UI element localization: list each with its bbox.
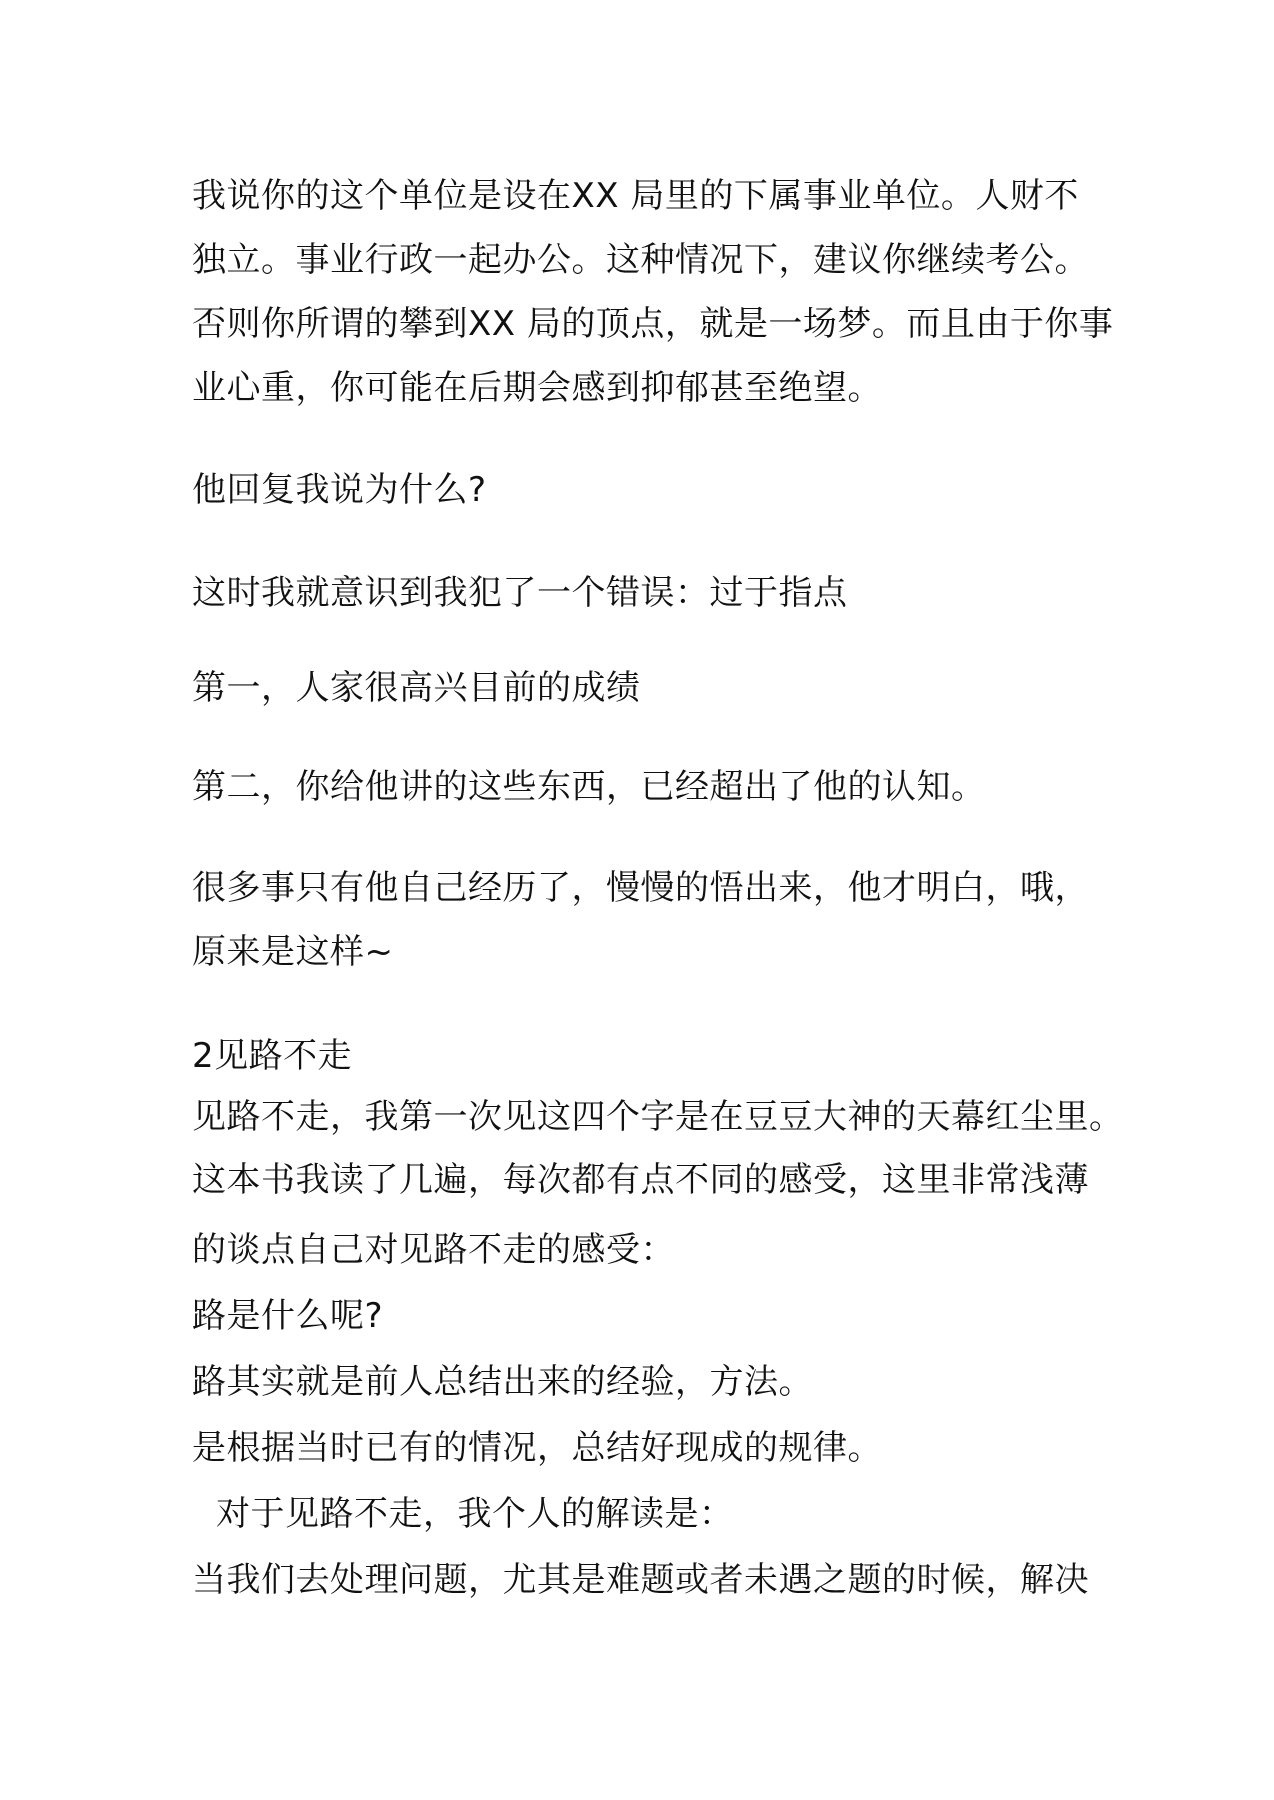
paragraph-line: 当我们去处理问题，尤其是难题或者未遇之题的时候，解决 [192, 1560, 1089, 1600]
paragraph-line: 独立。事业行政一起办公。这种情况下，建议你继续考公。 [192, 240, 1089, 280]
paragraph-line: 原来是这样~ [192, 932, 394, 972]
paragraph-line: 路其实就是前人总结出来的经验，方法。 [192, 1362, 813, 1402]
paragraph-line: 我说你的这个单位是设在XX 局里的下属事业单位。人财不 [192, 176, 1079, 216]
paragraph-line: 第二，你给他讲的这些东西，已经超出了他的认知。 [192, 767, 986, 807]
paragraph-line: 这本书我读了几遍，每次都有点不同的感受，这里非常浅薄 [192, 1160, 1089, 1200]
paragraph-line: 他回复我说为什么? [192, 470, 487, 510]
paragraph-line: 业心重，你可能在后期会感到抑郁甚至绝望。 [192, 368, 882, 408]
paragraph-line: 的谈点自己对见路不走的感受： [192, 1230, 675, 1270]
paragraph-line: 否则你所谓的攀到XX 局的顶点，就是一场梦。而且由于你事 [192, 304, 1114, 344]
paragraph-line: 路是什么呢? [192, 1296, 384, 1336]
paragraph-line: 这时我就意识到我犯了一个错误：过于指点 [192, 573, 848, 613]
paragraph-line: 对于见路不走，我个人的解读是： [216, 1494, 734, 1534]
paragraph-line: 第一，人家很高兴目前的成绩 [192, 668, 641, 708]
paragraph-line: 见路不走，我第一次见这四个字是在豆豆大神的天幕红尘里。 [192, 1097, 1124, 1137]
section-heading: 2见路不走 [192, 1036, 353, 1076]
paragraph-line: 很多事只有他自己经历了，慢慢的悟出来，他才明白，哦， [192, 868, 1089, 908]
paragraph-line: 是根据当时已有的情况，总结好现成的规律。 [192, 1428, 882, 1468]
